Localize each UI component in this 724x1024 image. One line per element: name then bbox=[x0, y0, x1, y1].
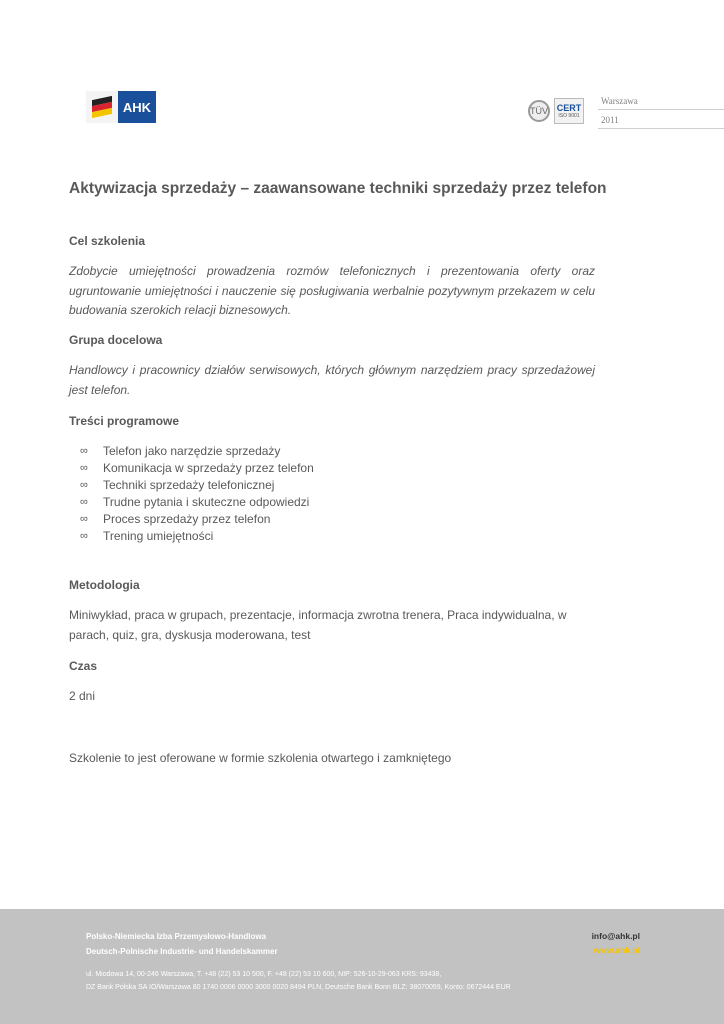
logo-text: AHK bbox=[118, 91, 156, 123]
email-link[interactable]: info@ahk.pl bbox=[591, 931, 640, 941]
program-list bbox=[80, 443, 314, 545]
org-name-de: Deutsch-Polnische Industrie- und Handelskammer bbox=[86, 947, 278, 956]
goal-heading: Cel szkolenia bbox=[69, 234, 146, 248]
org-name-pl: Polsko-Niemiecka Izba Przemysłowo-Handlowa bbox=[86, 932, 267, 941]
list-item: ∞ Telefon jako narzędzie sprzedaży bbox=[80, 444, 281, 458]
divider bbox=[598, 128, 724, 129]
list-item: ∞ Trudne pytania i skuteczne odpowiedzi bbox=[80, 495, 310, 509]
footer-contact bbox=[592, 929, 640, 957]
cert-label-box bbox=[554, 98, 584, 124]
closing-text: Szkolenie to jest oferowane w formie szkolenia otwartego i zamkniętego bbox=[69, 751, 452, 765]
infinity-bullet-icon: ∞ bbox=[80, 462, 88, 474]
footer bbox=[0, 909, 724, 1024]
list-item: ∞ Komunikacja w sprzedaży przez telefon bbox=[80, 461, 314, 475]
list-item: ∞ Trening umiejętności bbox=[80, 529, 214, 543]
infinity-bullet-icon: ∞ bbox=[80, 496, 88, 508]
flag-icon bbox=[86, 91, 118, 123]
method-text: Miniwykład, praca w grupach, prezentacje, informacja zwrotna trenera, Praca indywidualna, w parach, quiz, gra, dyskusja moderowana, test bbox=[69, 608, 567, 642]
address-line: ul. Miodowa 14, 00-246 Warszawa, T. +48 (22) 53 10 500, F. +48 (22) 53 10 600, NIP: 526-10-29-063 KRS: 93438, bbox=[86, 971, 442, 978]
method-heading: Metodologia bbox=[69, 578, 140, 592]
infinity-bullet-icon: ∞ bbox=[80, 513, 88, 525]
time-text: 2 dni bbox=[69, 689, 96, 703]
infinity-bullet-icon: ∞ bbox=[80, 479, 88, 491]
location-block bbox=[598, 95, 724, 133]
program-heading: Treści programowe bbox=[69, 414, 180, 428]
location: Warszawa bbox=[601, 96, 638, 106]
target-text: Handlowcy i pracownicy działów serwisowych, których głównym narzędziem pracy sprzedażowej jest telefon. bbox=[69, 363, 595, 397]
ahk-logo bbox=[86, 91, 156, 123]
year: 2011 bbox=[601, 115, 619, 125]
divider bbox=[598, 109, 724, 110]
footer-address bbox=[86, 968, 511, 994]
bank-line: DZ Bank Polska SA IO/Warszawa 80 1740 0006 0000 3000 0020 8494 PLN, Deutsche Bank Bonn BLZ: 38070059, Konto: 0672444 EUR bbox=[86, 984, 511, 991]
website-link[interactable]: www.ahk.pl bbox=[593, 945, 640, 955]
footer-org bbox=[86, 929, 278, 959]
infinity-bullet-icon: ∞ bbox=[80, 445, 88, 457]
cert-sub: ISO 9001 bbox=[558, 112, 580, 119]
time-heading: Czas bbox=[69, 659, 98, 673]
infinity-bullet-icon: ∞ bbox=[80, 530, 88, 542]
list-item: ∞ Proces sprzedaży przez telefon bbox=[80, 512, 271, 526]
iso-cert-badge bbox=[528, 97, 584, 125]
list-item: ∞ Techniki sprzedaży telefonicznej bbox=[80, 478, 275, 492]
cert-label: CERT bbox=[556, 102, 582, 113]
page-title: Aktywizacja sprzedaży – zaawansowane techniki sprzedaży przez telefon bbox=[69, 180, 607, 197]
target-heading: Grupa docelowa bbox=[69, 333, 163, 347]
goal-text: Zdobycie umiejętności prowadzenia rozmów telefonicznych i prezentowania oferty oraz ugruntowanie umiejętności i nauczenie się posługiwania werbalnie pozytywnym przekazem w celu budowania szerokich relacji biznesowych. bbox=[69, 264, 595, 317]
tuv-seal-icon: TÜV bbox=[528, 100, 550, 122]
